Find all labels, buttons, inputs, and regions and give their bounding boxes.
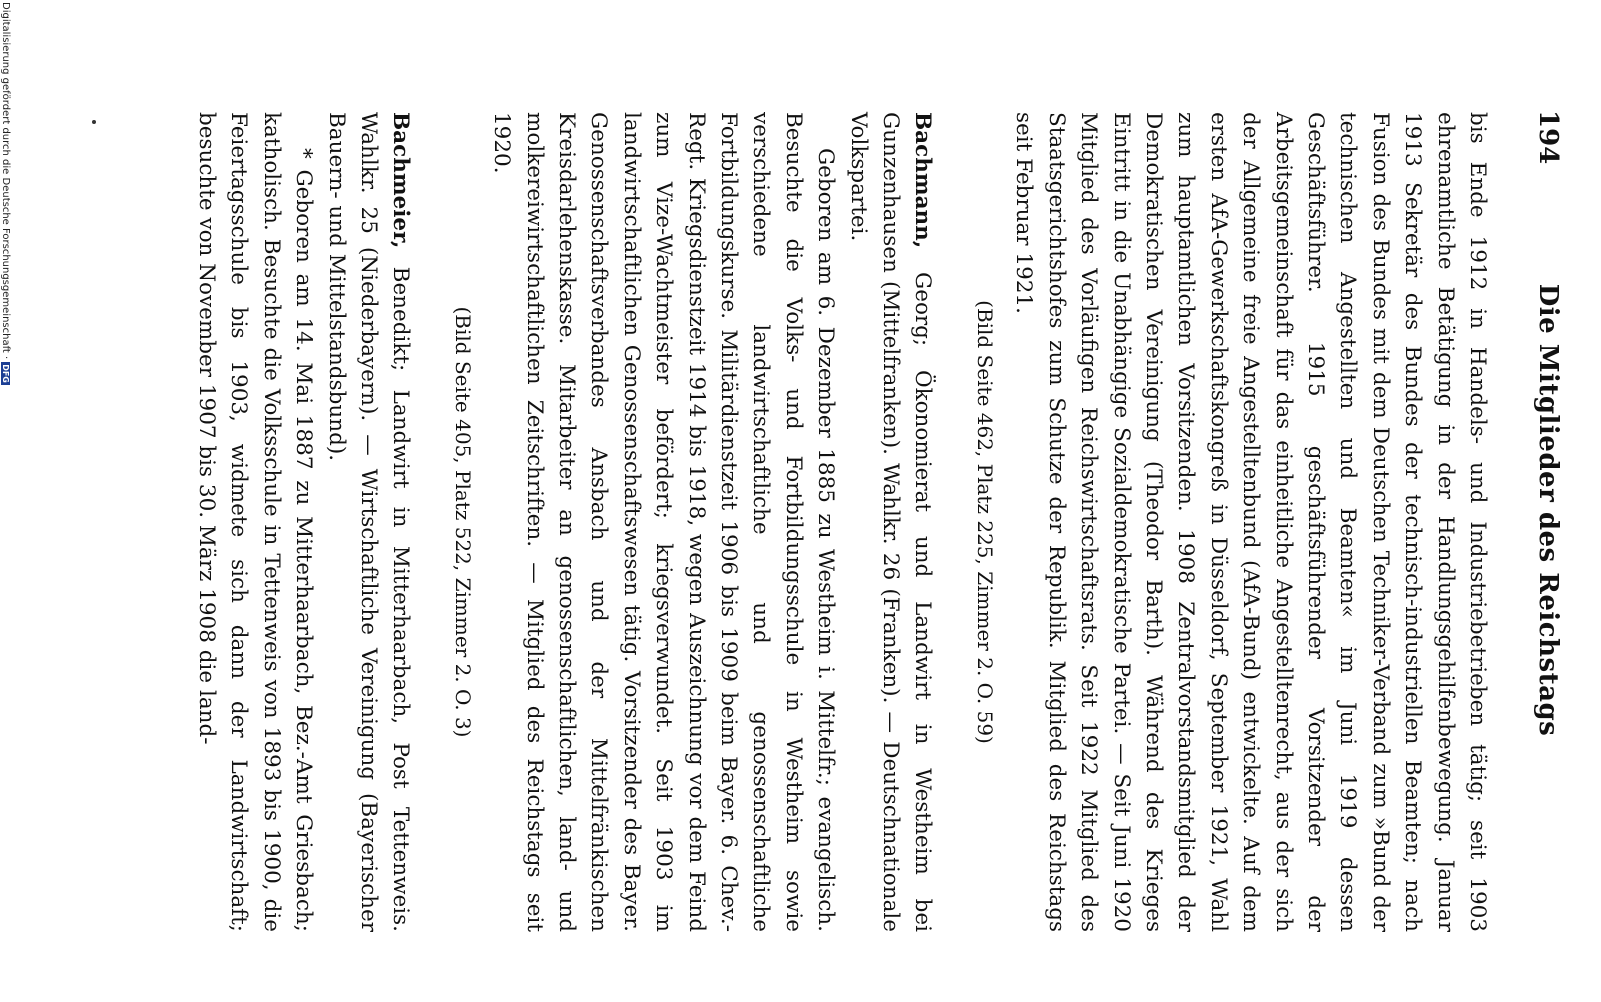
dfg-logo: DFG [1,364,10,383]
member-entry-bachmeier [190,112,417,932]
digitization-credit [0,0,11,1002]
member-name: Bachmeier, [388,112,414,249]
photo-citation: (Bild Seite 405, Platz 522, Zimmer 2. O. 3) [450,306,475,738]
entry-header [319,112,416,932]
member-name: Bachmann, [910,112,936,249]
page-header [1523,110,1563,910]
entry-biography: Geboren am 6. Dezember 1885 zu Westheim i. Mittelfr.; evangelisch. Besuchte die Volks- und Fortbildungsschule in Westheim sowie verschiedene landwirtschaftliche und genossenschaftliche Fortbildungskurse. Militärdienstzeit 1906 bis 1909 beim Bayer. 6. Chev.-Regt. Kriegsdienstzeit 1914 bis 1918, wegen Auszeichnung vor dem Feind zum Vize-Wachtmeister befördert; kriegsverwundet. Seit 1903 im landwirtschaftlichen Genossenschaftswesen tätig. Vorsitzender des Bayer. Genossenschaftsverbandes Ansbach und der Mittelfränkischen Kreisdarlehenskasse. Mitarbeiter an genossenschaftlichen, land- und molkereiwirtschaftlichen Zeitschriften. — Mitglied des Reichstags seit 1920. [489,112,839,932]
photo-citation: (Bild Seite 462, Platz 225, Zimmer 2. O. 59) [972,300,997,744]
entry-biography: * Geboren am 14. Mai 1887 zu Mitterhaarbach, Bez.-Amt Griesbach; katholisch. Besuchte die Volksschule in Tettenweis von 1893 bis 1900, die Feiertagsschule bis 1903, widmete sich dann der Landwirtschaft; besuchte von November 1907 bis 30. März 1908 die land- [193,112,317,932]
page-body [190,112,1493,932]
running-title: Die Mitglieder des Reichstags [1533,283,1563,737]
entry-details: Benedikt; Landwirt in Mitterhaarbach, Post Tettenweis. Wahlkr. 25 (Niederbayern). — Wirtschaftliche Vereinigung (Bayerischer Bauern- und Mittelstandsbund). [323,112,414,932]
entry-details: Georg; Ökonomierat und Landwirt in Westheim bei Gunzenhausen (Mittelfranken). Wahlkr. 26 (Franken). — Deutschnationale Volkspartei. [845,112,936,932]
entry-header [841,112,938,932]
page-number: 194 [1533,110,1563,165]
scan-speck [92,120,96,124]
member-entry-bachmann [446,112,938,932]
continued-paragraph: bis Ende 1912 in Handels- und Industriebetrieben tätig; seit 1903 ehrenamtliche Betätigung in der Handlungsgehilfenbewegung. Januar 1913 Sekretär des Bundes der technisch-industriellen Beamten; nach Fusion des Bundes mit dem Deutschen Techniker-Verband zum »Bund der technischen Angestellten und Beamten« im Juni 1919 dessen Geschäftsführer. 1915 geschäftsführender Vorsitzender der Arbeitsgemeinschaft für das einheitliche Angestelltenrecht, aus der sich der Allgemeine freie Angestelltenbund (AfA-Bund) entwickelte. Auf dem ersten AfA-Gewerkschaftskongreß in Düsseldorf, September 1921, Wahl zum hauptamtlichen Vorsitzenden. 1908 Zentralvorstandsmitglied der Demokratischen Vereinigung (Theodor Barth). Während des Krieges Eintritt in die Unabhängige Sozialdemokratische Partei. — Seit Juni 1920 Mitglied des Vorläufigen Reichswirtschaftsrats. Seit 1922 Mitglied des Staatsgerichtshofes zum Schutze der Republik. Mitglied des Reichstags seit Februar 1921. [1011,112,1490,932]
credit-text: Digitalisierung gefördert durch die Deutsche Forschungsgemeinschaft · [0,2,11,360]
